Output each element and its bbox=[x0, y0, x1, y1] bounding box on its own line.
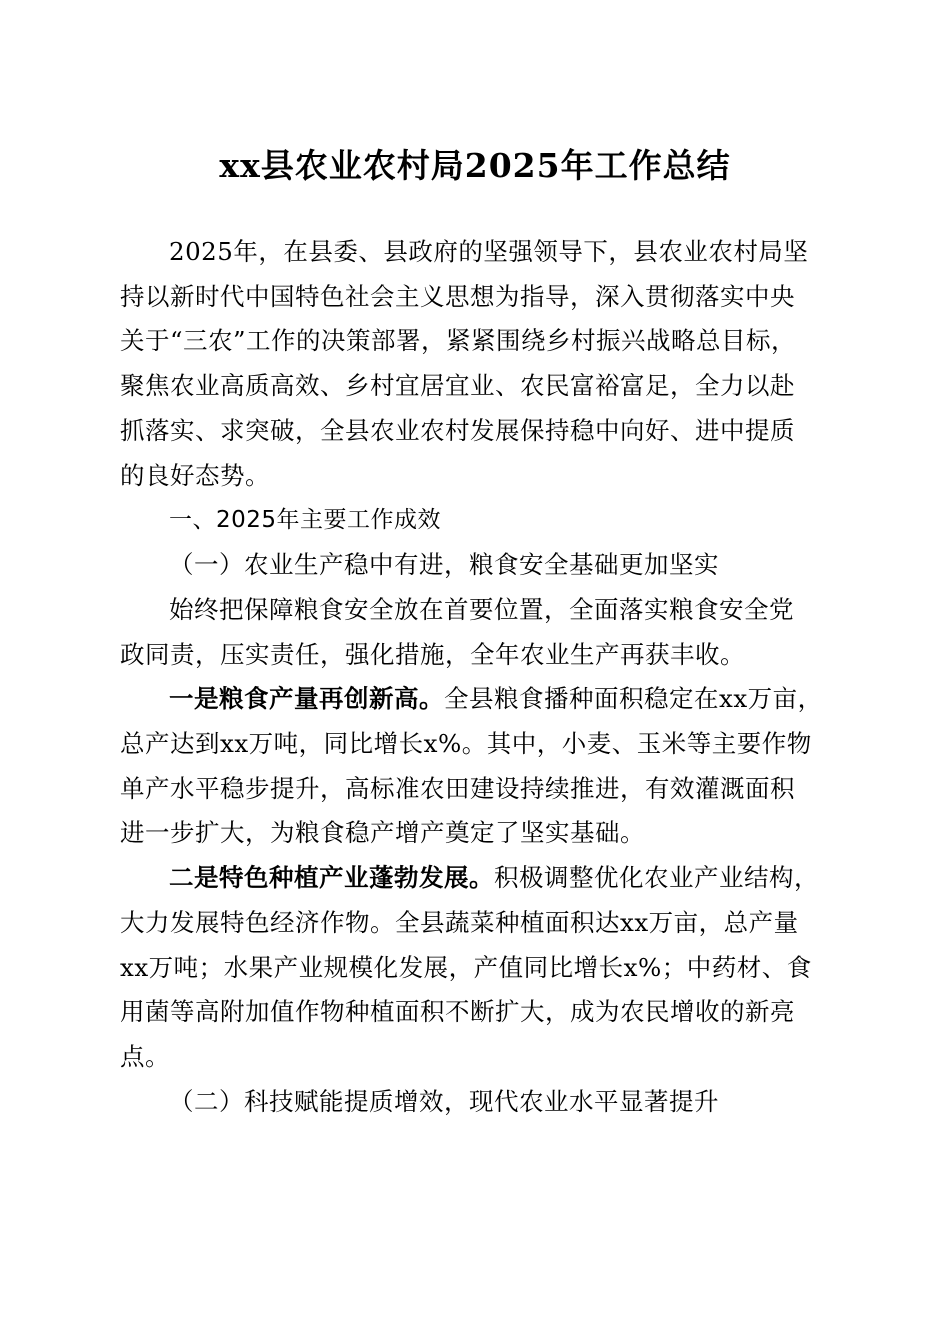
paragraph-lead: 一是粮食产量再创新高。 bbox=[169, 684, 444, 713]
paragraph-line: 单产水平稳步提升，高标准农田建设持续推进，有效灌溉面积 bbox=[120, 774, 795, 803]
paragraph-line: xx万吨；水果产业规模化发展，产值同比增长x%；中药材、食 bbox=[120, 953, 812, 982]
paragraph-line: 进一步扩大，为粮食稳产增产奠定了坚实基础。 bbox=[120, 818, 645, 847]
intro-line: 抓落实、求突破，全县农业农村发展保持稳中向好、进中提质 bbox=[120, 416, 795, 445]
paragraph-line: 政同责，压实责任，强化措施，全年农业生产再获丰收。 bbox=[120, 640, 745, 669]
intro-line: 的良好态势。 bbox=[120, 461, 270, 490]
intro-line: 聚焦农业高质高效、乡村宜居宜业、农民富裕富足，全力以赴 bbox=[120, 371, 795, 400]
section-heading: 一、2025年主要工作成效 bbox=[169, 507, 442, 533]
paragraph-text: 积极调整优化农业产业结构， bbox=[494, 863, 819, 892]
intro-line: 关于“三农”工作的决策部署，紧紧围绕乡村振兴战略总目标， bbox=[120, 326, 797, 355]
paragraph-line: 始终把保障粮食安全放在首要位置，全面落实粮食安全党 bbox=[169, 595, 794, 624]
sub-heading: （一）农业生产稳中有进，粮食安全基础更加坚实 bbox=[169, 550, 719, 579]
intro-line: 持以新时代中国特色社会主义思想为指导，深入贯彻落实中央 bbox=[120, 282, 795, 311]
paragraph-line: 点。 bbox=[120, 1042, 170, 1071]
sub-heading: （二）科技赋能提质增效，现代农业水平显著提升 bbox=[169, 1087, 719, 1116]
paragraph-line: 用菌等高附加值作物种植面积不断扩大，成为农民增收的新亮 bbox=[120, 997, 795, 1026]
paragraph-text: 全县粮食播种面积稳定在xx万亩， bbox=[444, 684, 823, 713]
paragraph-lead: 二是特色种植产业蓬勃发展。 bbox=[169, 863, 494, 892]
paragraph-line: 总产达到xx万吨，同比增长x%。其中，小麦、玉米等主要作物 bbox=[120, 729, 812, 758]
paragraph-line bbox=[169, 684, 823, 714]
paragraph-line: 大力发展特色经济作物。全县蔬菜种植面积达xx万亩，总产量 bbox=[120, 908, 799, 937]
paragraph-line bbox=[169, 863, 819, 893]
intro-line: 2025年，在县委、县政府的坚强领导下，县农业农村局坚 bbox=[169, 237, 809, 266]
document-title: xx县农业农村局2025年工作总结 bbox=[219, 146, 731, 185]
